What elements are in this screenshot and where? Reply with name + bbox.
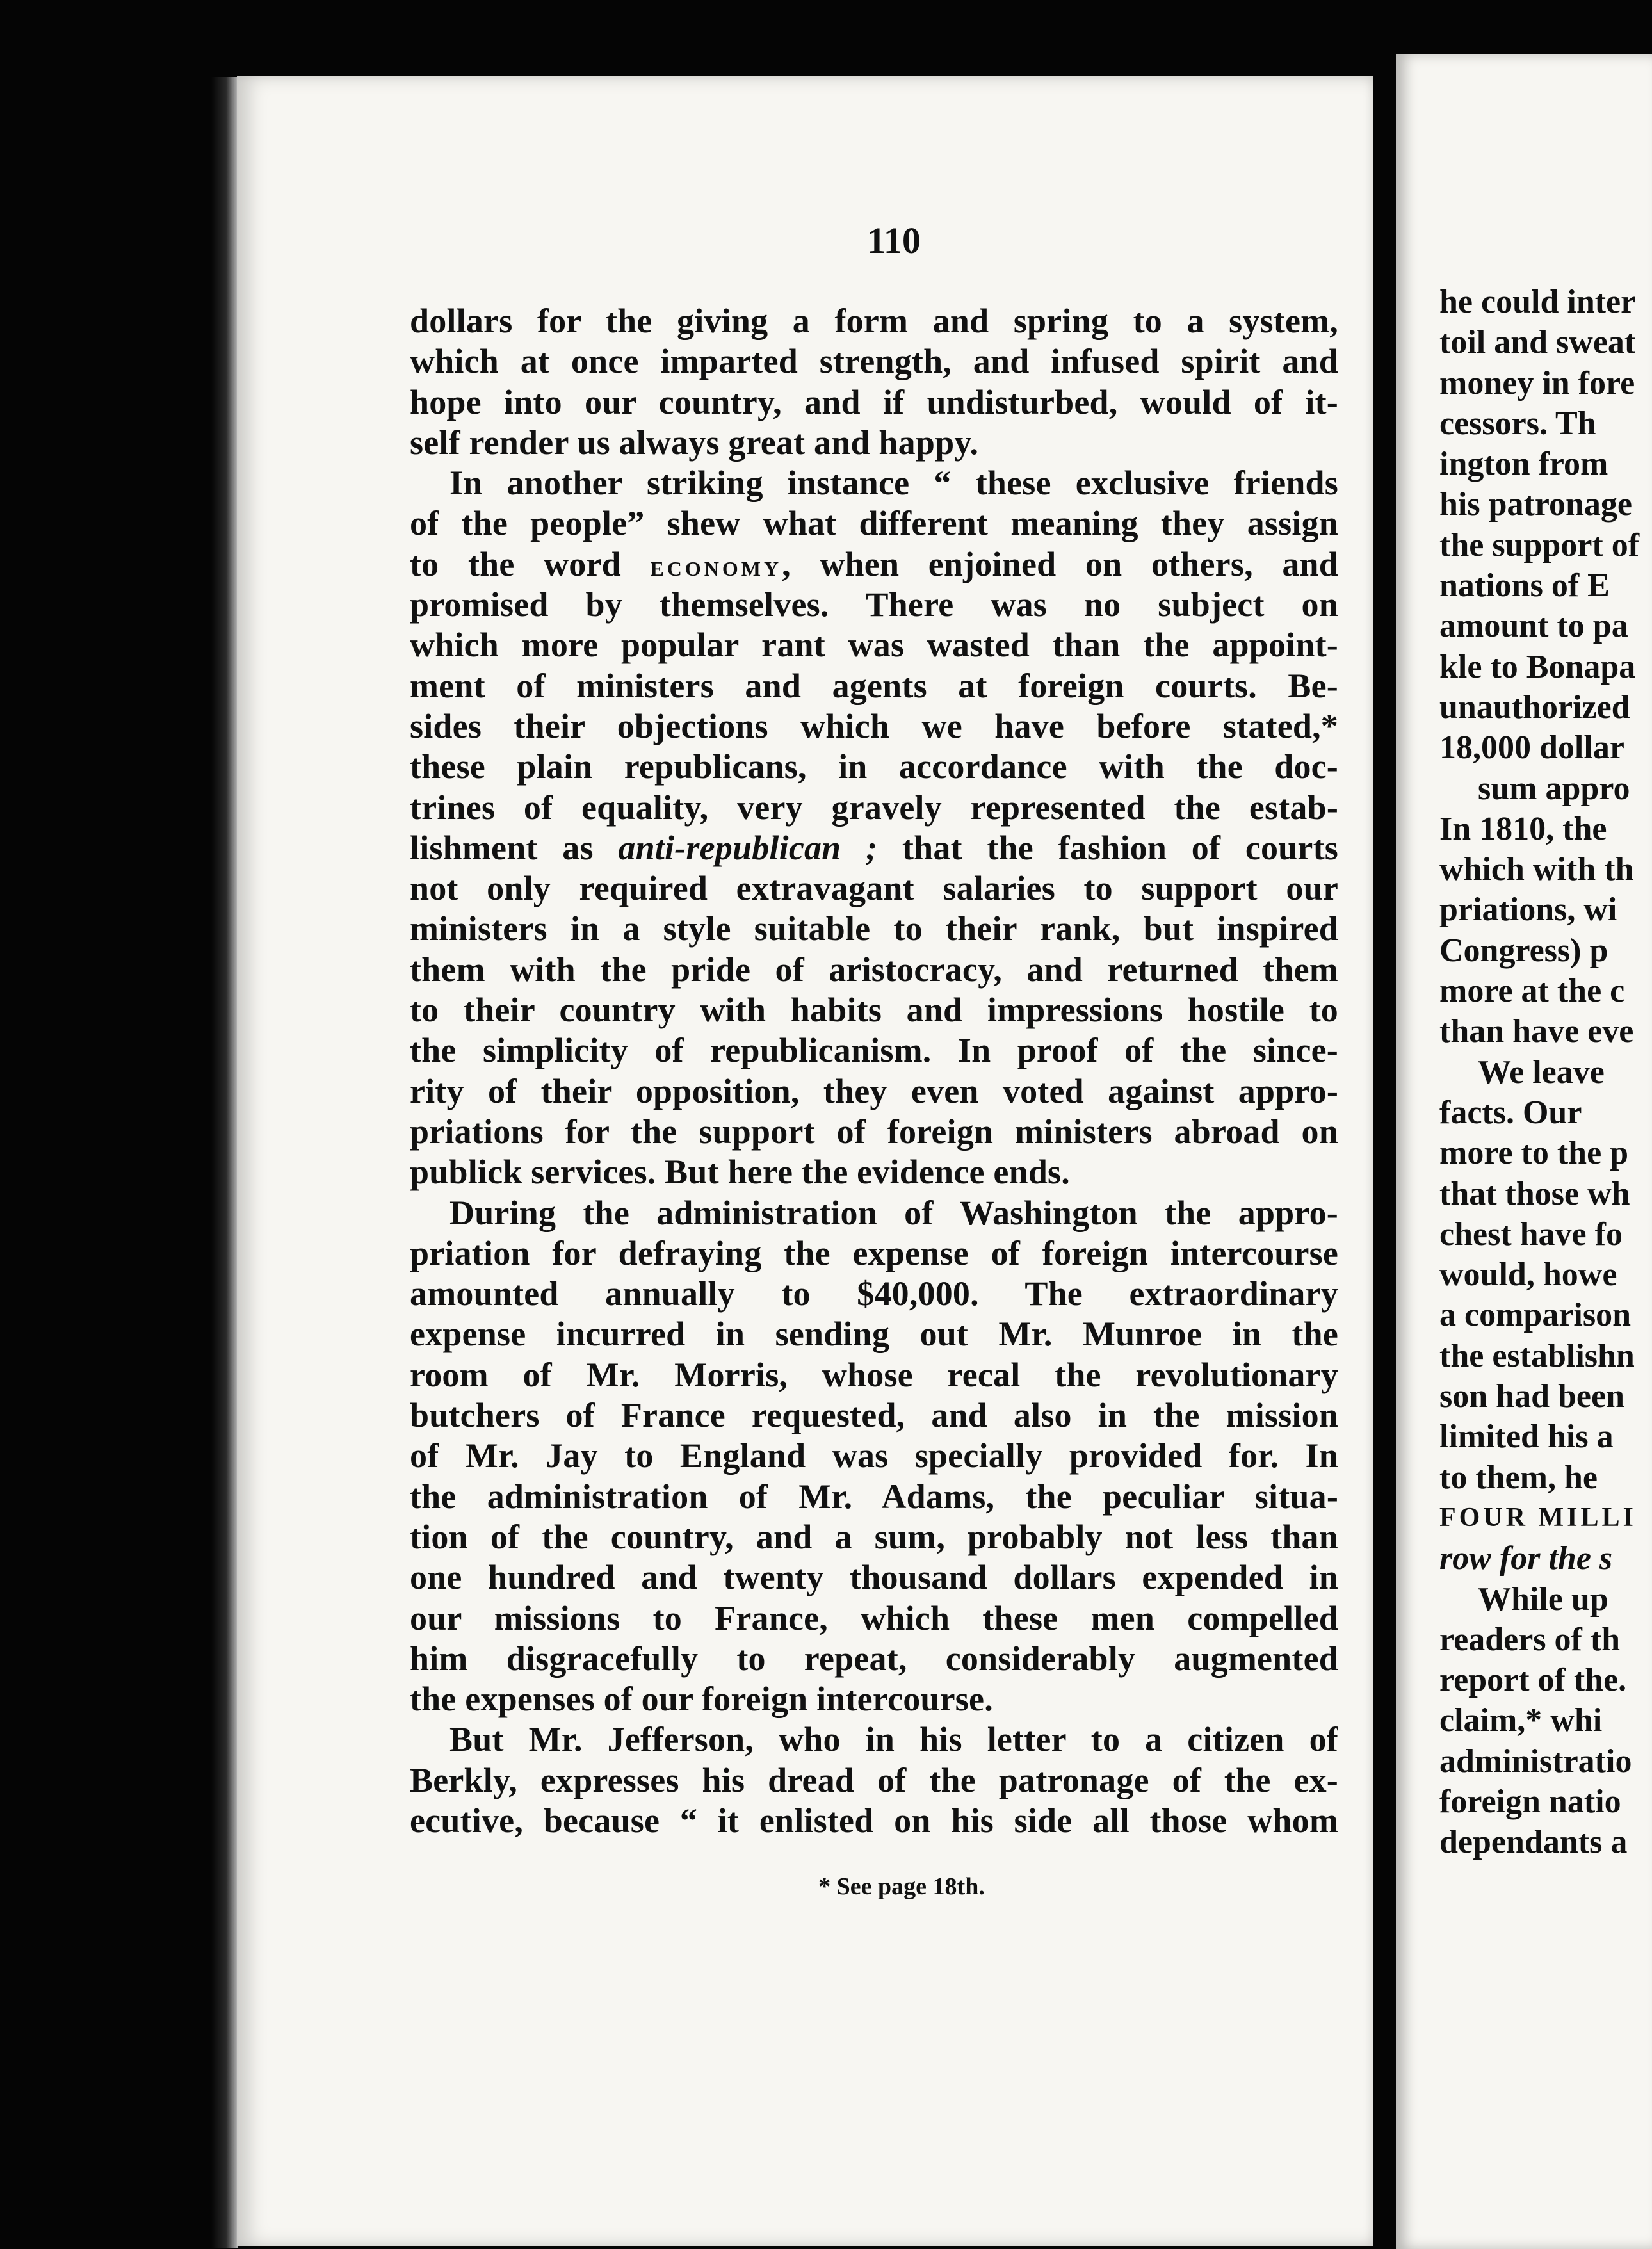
facing-text-line: limited his a bbox=[1439, 1418, 1614, 1456]
facing-text-line: he could inter bbox=[1439, 284, 1636, 320]
facing-text-line: facts. Our bbox=[1439, 1094, 1582, 1131]
facing-text-line: readers of th bbox=[1439, 1621, 1621, 1658]
facing-text-line: a comparison bbox=[1439, 1297, 1631, 1334]
facing-page-text bbox=[1439, 282, 1652, 1863]
text-line: the expenses of our foreign intercourse. bbox=[410, 1680, 993, 1719]
text-line: amounted annually to $40,000. The extraordinary bbox=[410, 1274, 1338, 1313]
text-line: tion of the country, and a sum, probably not less than bbox=[410, 1517, 1338, 1556]
facing-text-line: than have eve bbox=[1439, 1013, 1634, 1050]
text-line: them with the pride of aristocracy, and returned them bbox=[410, 950, 1338, 989]
facing-text-line: row for the s bbox=[1439, 1540, 1613, 1577]
facing-text-line: Congress) p bbox=[1439, 932, 1608, 969]
text-line: Berkly, expresses his dread of the patronage of the ex- bbox=[410, 1760, 1338, 1799]
text-line: which at once imparted strength, and infused spirit and bbox=[410, 342, 1338, 381]
facing-text-line: his patronage bbox=[1439, 486, 1632, 523]
facing-text-line: priations, wi bbox=[1439, 891, 1617, 929]
text-line: not only required extravagant salaries to support our bbox=[410, 869, 1338, 908]
facing-text-line: sum appro bbox=[1478, 770, 1630, 807]
facing-text-line: FOUR MILLI bbox=[1439, 1502, 1637, 1532]
text-line: room of Mr. Morris, whose recal the revolutionary bbox=[410, 1355, 1338, 1394]
text-line: the simplicity of republicanism. In proof of the since- bbox=[410, 1031, 1338, 1070]
text-line: these plain republicans, in accordance with the doc- bbox=[410, 747, 1338, 786]
facing-text-line: the establishn bbox=[1439, 1337, 1635, 1374]
text-line: During the administration of Washington the appro- bbox=[449, 1193, 1338, 1232]
text-line: hope into our country, and if undisturbed, would of it- bbox=[410, 382, 1338, 421]
facing-text-line: unauthorized bbox=[1439, 688, 1630, 726]
facing-text-line: dependants a bbox=[1439, 1824, 1628, 1861]
text-line: the administration of Mr. Adams, the peculiar situa- bbox=[410, 1477, 1338, 1516]
facing-text-line: more to the p bbox=[1439, 1135, 1629, 1172]
text-line: our missions to France, which these men compelled bbox=[410, 1598, 1338, 1637]
text-line: which more popular rant was wasted than the appoint- bbox=[410, 626, 1338, 665]
text-line: of Mr. Jay to England was specially provided for. In bbox=[410, 1436, 1338, 1475]
text-segment: , when enjoined on others, and bbox=[782, 544, 1338, 583]
text-line: rity of their opposition, they even voted against appro- bbox=[410, 1071, 1338, 1110]
facing-text-line: the support of bbox=[1439, 526, 1640, 564]
footnote: * See page 18th. bbox=[818, 1873, 985, 1900]
text-line bbox=[410, 544, 1338, 585]
facing-text-line: nations of E bbox=[1439, 567, 1610, 605]
page-gutter-shadow bbox=[211, 77, 238, 2248]
facing-text-line: that those wh bbox=[1439, 1175, 1630, 1212]
text-line: ministers in a style suitable to their rank, but inspired bbox=[410, 909, 1338, 948]
facing-text-line: While up bbox=[1478, 1580, 1608, 1618]
text-line: self render us always great and happy. bbox=[410, 423, 979, 462]
facing-text-line: In 1810, the bbox=[1439, 810, 1607, 847]
text-line: him disgracefully to repeat, considerably augmented bbox=[410, 1639, 1338, 1678]
text-line: trines of equality, very gravely represented the estab- bbox=[410, 788, 1338, 827]
facing-text-line: report of the. bbox=[1439, 1662, 1627, 1699]
facing-text-line: 18,000 dollar bbox=[1439, 729, 1624, 767]
text-line: ecutive, because “ it enlisted on his side all those whom bbox=[410, 1801, 1338, 1840]
facing-text-line: which with th bbox=[1439, 851, 1634, 888]
facing-text-line: ington from bbox=[1439, 446, 1608, 483]
main-body-text bbox=[410, 301, 1338, 1841]
facing-text-line: toil and sweat bbox=[1439, 324, 1636, 361]
facing-text-line: would, howe bbox=[1439, 1256, 1617, 1294]
facing-text-line: We leave bbox=[1478, 1053, 1605, 1091]
text-line bbox=[410, 828, 1338, 868]
text-segment: lishment as bbox=[410, 828, 619, 867]
text-line: publick services. But here the evidence ends. bbox=[410, 1153, 1070, 1192]
italic-phrase: anti-republican ; bbox=[618, 828, 878, 867]
text-line: sides their objections which we have before stated,* bbox=[410, 706, 1338, 745]
text-line: priation for defraying the expense of foreign intercourse bbox=[410, 1233, 1338, 1272]
text-line: expense incurred in sending out Mr. Munroe in the bbox=[410, 1315, 1338, 1354]
facing-text-line: son had been bbox=[1439, 1378, 1624, 1415]
text-line: dollars for the giving a form and spring to a system, bbox=[410, 302, 1338, 340]
text-line: one hundred and twenty thousand dollars expended in bbox=[410, 1558, 1338, 1597]
text-line: priations for the support of foreign ministers abroad on bbox=[410, 1112, 1338, 1151]
facing-text-line: amount to pa bbox=[1439, 608, 1628, 645]
text-segment: that the fashion of courts bbox=[877, 828, 1338, 867]
text-line: But Mr. Jefferson, who in his letter to a citizen of bbox=[449, 1720, 1338, 1759]
text-line: ment of ministers and agents at foreign courts. Be- bbox=[410, 666, 1338, 705]
text-line: of the people” shew what different meaning they assign bbox=[410, 504, 1338, 543]
facing-text-line: kle to Bonapa bbox=[1439, 648, 1636, 685]
page-number: 110 bbox=[867, 220, 921, 261]
text-line: promised by themselves. There was no subject on bbox=[410, 585, 1338, 624]
text-line: butchers of France requested, and also in the mission bbox=[410, 1396, 1338, 1435]
facing-text-line: cessors. Th bbox=[1439, 405, 1596, 442]
text-line: In another striking instance “ these exclusive friends bbox=[449, 464, 1338, 503]
facing-text-line: to them, he bbox=[1439, 1459, 1598, 1496]
facing-text-line: more at the c bbox=[1439, 973, 1625, 1010]
text-segment: to the word bbox=[410, 544, 651, 583]
facing-text-line: foreign natio bbox=[1439, 1783, 1621, 1820]
facing-text-line: money in fore bbox=[1439, 364, 1635, 402]
facing-text-line: claim,* whi bbox=[1439, 1702, 1603, 1739]
text-line: to their country with habits and impressions hostile to bbox=[410, 991, 1338, 1030]
facing-text-line: administratio bbox=[1439, 1742, 1632, 1780]
small-caps-word: economy bbox=[650, 549, 782, 582]
facing-text-line: chest have fo bbox=[1439, 1215, 1623, 1253]
